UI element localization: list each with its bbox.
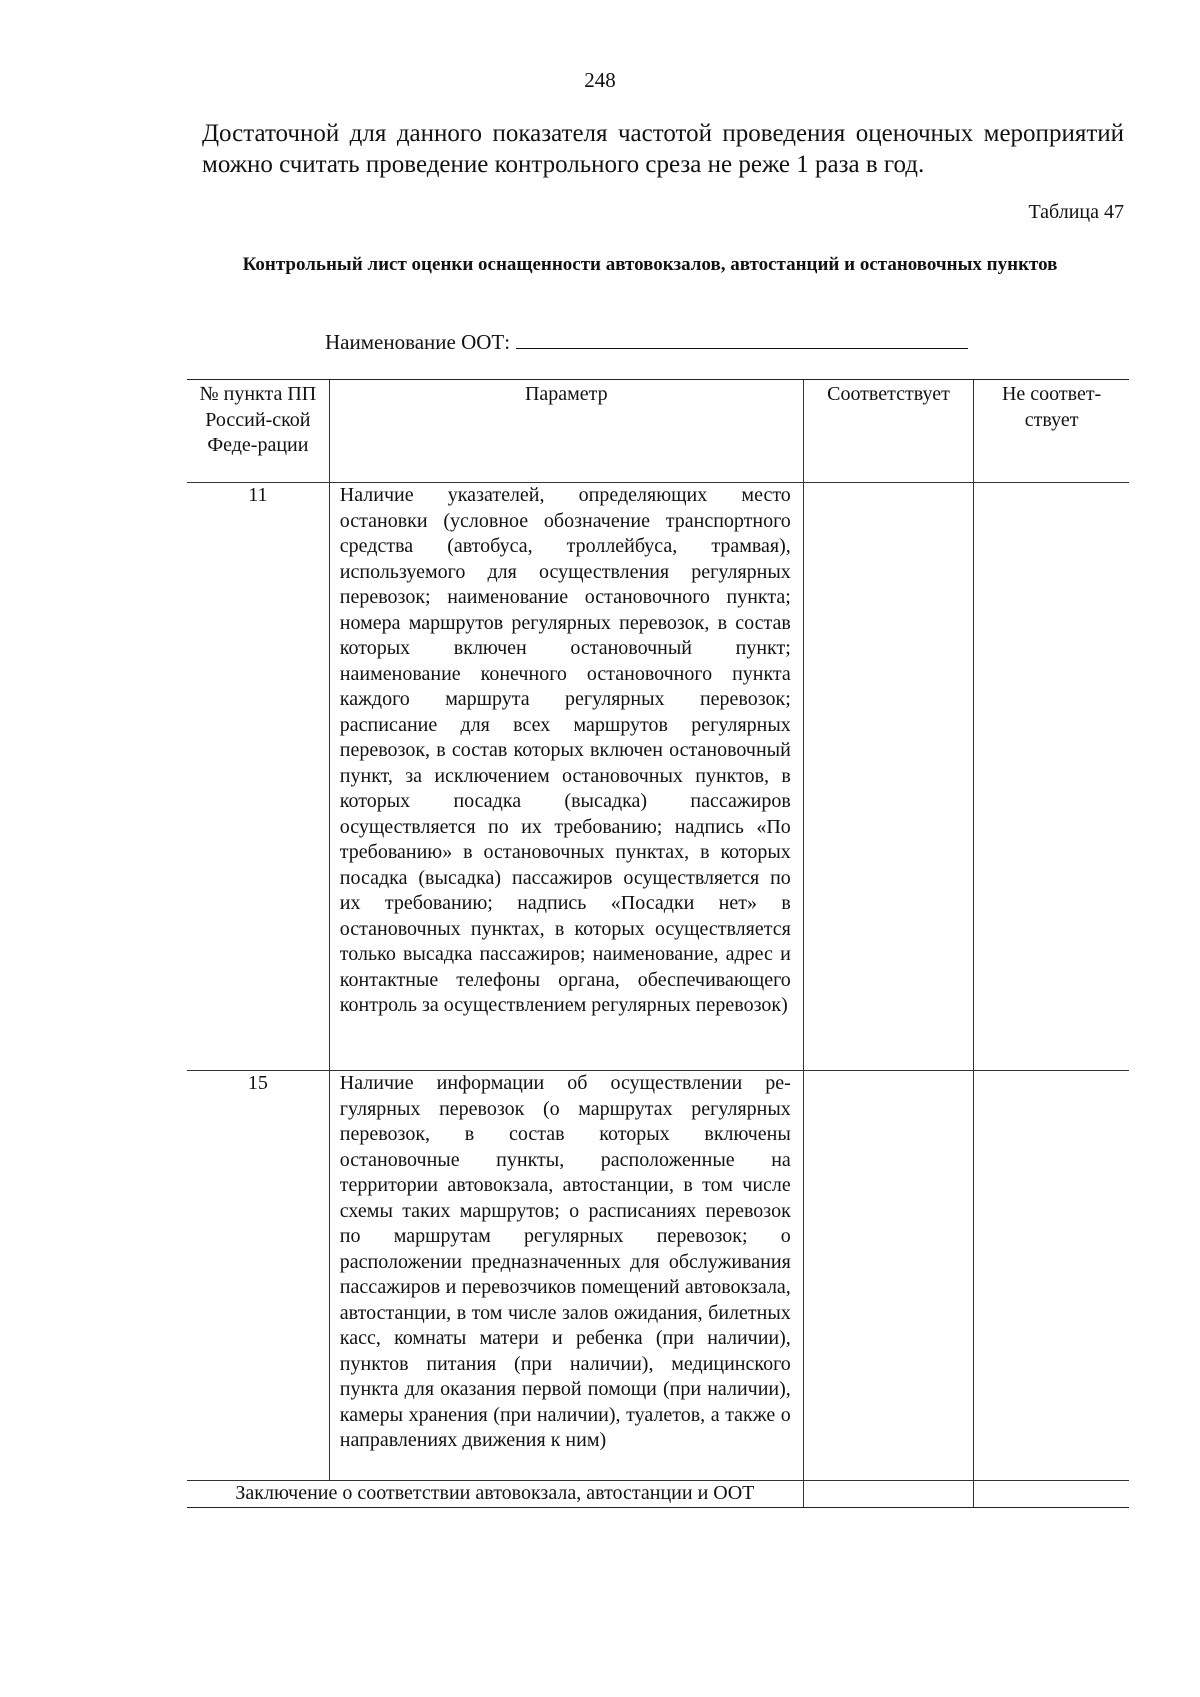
conclusion-label: Заключение о соответствии автовокзала, автостанции и ООТ xyxy=(187,1481,803,1508)
row-yes-cell[interactable] xyxy=(803,483,973,1071)
header-yes: Соответствует xyxy=(827,383,950,405)
header-no-cell xyxy=(974,380,1129,483)
intro-paragraph xyxy=(202,118,1124,180)
conclusion-row xyxy=(187,1481,1129,1508)
row-param-cell xyxy=(329,483,803,1071)
conclusion-yes-cell[interactable] xyxy=(803,1481,973,1508)
row-param-cell xyxy=(329,1071,803,1481)
table-row xyxy=(187,1071,1129,1481)
header-num: № пункта ПП Россий-ской Феде-рации xyxy=(199,383,317,456)
table-header-row xyxy=(187,380,1129,483)
row-no-cell[interactable] xyxy=(974,483,1129,1071)
header-no: Не соответ-ствует xyxy=(1001,383,1102,431)
table-title: Контрольный лист оценки оснащенности автовокзалов, автостанций и остановочных пунктов xyxy=(242,254,1058,275)
row-num: 11 xyxy=(187,483,329,1071)
table-row xyxy=(187,483,1129,1071)
oot-label: Наименование ООТ: xyxy=(325,330,511,354)
intro-text: Достаточной для данного показателя частотой проведения оценочных мероприятий можно считать проведение контрольного среза не реже 1 раза в год. xyxy=(202,120,1124,178)
header-param-cell xyxy=(329,380,803,483)
checklist-table xyxy=(187,379,1129,1508)
header-num-cell xyxy=(187,380,329,483)
table-label: Таблица 47 xyxy=(1028,201,1124,223)
row-yes-cell[interactable] xyxy=(803,1071,973,1481)
row-num: 15 xyxy=(187,1071,329,1481)
row-param: Наличие информации об осуществлении регулярных перевозок (о маршрутах регулярных перевозок, в состав которых включены остановочные пункты, расположенные на территории автовокзала, автостанции, в том числе схемы таких маршрутов; о расписаниях перевозок по маршрутам регулярных перевозок; о расположении предназначенных для обслуживания пассажиров и перевозчиков помещений автовокзала, автостанции, в том числе залов ожидания, билетных касс, комнаты матери и ребенка (при наличии), пунктов питания (при наличии), медицинского пункта для оказания первой помощи (при наличии), камеры хранения (при наличии), туалетов, а также о направлениях движения к ним) xyxy=(339,1072,791,1451)
oot-name-blank xyxy=(516,330,968,349)
oot-name-line xyxy=(325,330,968,355)
page-number: 248 xyxy=(584,68,616,92)
conclusion-no-cell[interactable] xyxy=(974,1481,1129,1508)
row-no-cell[interactable] xyxy=(974,1071,1129,1481)
header-yes-cell xyxy=(803,380,973,483)
row-param: Наличие указателей, определяющих место остановки (условное обозначение транспортного средства (автобуса, троллейбуса, трамвая), используемого для осуществления регулярных перевозок; наименование остановочного пункта; номера маршрутов регулярных перевозок, в состав которых включен остановочный пункт; наименование конечного остановочного пункта каждого маршрута регулярных перевозок; расписание для всех маршрутов регулярных перевозок, в состав которых включен остановочный пункт, за исключением остановочных пунктов, в которых посадка (высадка) пассажиров осуществляется по их требованию; надпись «По требованию» в остановочных пунктах, в которых посадка (высадка) пассажиров осуществляется по их требованию; надпись «Посадки нет» в остановочных пунктах, в которых осуществляется только высадка пассажиров; наименование, адрес и контактные телефоны органа, обеспечивающего контроль за осуществлением регулярных перевозок) xyxy=(339,484,791,1016)
header-param: Параметр xyxy=(524,383,608,405)
